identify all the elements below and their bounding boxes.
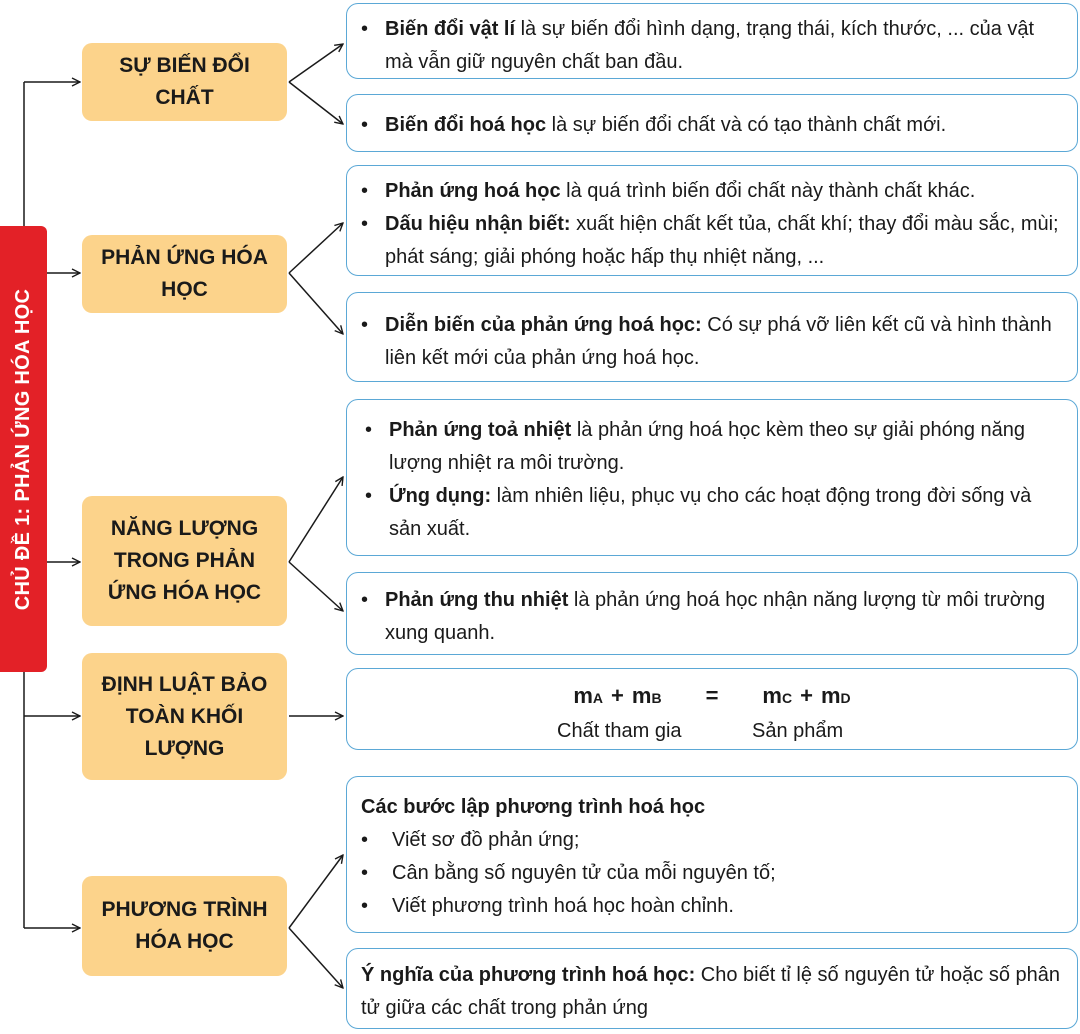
detail-arrow [289,928,343,988]
box-equation-meaning [346,948,1078,1029]
box-exothermic [346,399,1078,556]
bullet-item: • Phản ứng hoá học là quá trình biến đổi chất này thành chất khác. [347,175,1059,208]
category-matter-change: SỰ BIẾN ĐỔI CHẤT [82,43,287,121]
conservation-equation: m A + m B = m C + m D [573,683,851,708]
bullet-item: • Diễn biến của phản ứng hoá học: Có sự phá vỡ liên kết cũ và hình thành liên kết mới của phản ứng hoá học. [347,309,1059,375]
category-mass-conservation: ĐỊNH LUẬT BẢO TOÀN KHỐI LƯỢNG [82,653,287,780]
reactants-label: Chất tham gia [557,720,682,742]
step-item: • Viết sơ đồ phản ứng; [347,824,1059,857]
bullet-item: • Ứng dụng: làm nhiên liệu, phục vụ cho các hoạt động trong đời sống và sản xuất. [351,480,1059,546]
step-item: • Cân bằng số nguyên tử của mỗi nguyên tố; [347,857,1059,890]
meaning-text: Ý nghĩa của phương trình hoá học: Cho biết tỉ lệ số nguyên tử hoặc số phân tử giữa các chất trong phản ứng [361,964,1060,1019]
topic-title: CHỦ ĐỀ 1: PHẢN ỨNG HÓA HỌC [12,288,35,610]
bullet-item: • Biến đổi vật lí là sự biến đổi hình dạng, trạng thái, kích thước, ... của vật mà vẫn giữ nguyên chất ban đầu. [347,13,1059,79]
detail-arrow [289,562,343,611]
bullet-item: • Biến đổi hoá học là sự biến đổi chất và có tạo thành chất mới. [347,109,1059,142]
detail-arrow [289,82,343,124]
steps-heading: Các bước lập phương trình hoá học [361,796,706,818]
box-chemical-change [346,94,1078,152]
topic-title-bar [0,226,47,672]
box-reaction-definition [346,165,1078,276]
detail-arrow [289,223,343,273]
category-reaction-energy: NĂNG LƯỢNG TRONG PHẢN ỨNG HÓA HỌC [82,496,287,626]
detail-arrow [289,477,343,562]
bullet-item: • Dấu hiệu nhận biết: xuất hiện chất kết tủa, chất khí; thay đổi màu sắc, mùi; phát sáng; giải phóng hoặc hấp thụ nhiệt năng, ... [347,208,1059,274]
box-physical-change [346,3,1078,79]
step-item: • Viết phương trình hoá học hoàn chỉnh. [347,890,1059,923]
box-endothermic [346,572,1078,655]
detail-arrow [289,855,343,928]
bullet-item: • Phản ứng toả nhiệt là phản ứng hoá học kèm theo sự giải phóng năng lượng nhiệt ra môi trường. [351,414,1059,480]
box-conservation-law [346,668,1078,750]
bullet-item: • Phản ứng thu nhiệt là phản ứng hoá học nhận năng lượng từ môi trường xung quanh. [347,584,1059,650]
products-label: Sản phẩm [752,720,844,742]
box-equation-steps [346,776,1078,933]
detail-arrow [289,273,343,334]
category-chemical-reaction: PHẢN ỨNG HÓA HỌC [82,235,287,313]
box-reaction-progress [346,292,1078,382]
detail-arrow [289,44,343,82]
category-chemical-equation: PHƯƠNG TRÌNH HÓA HỌC [82,876,287,976]
